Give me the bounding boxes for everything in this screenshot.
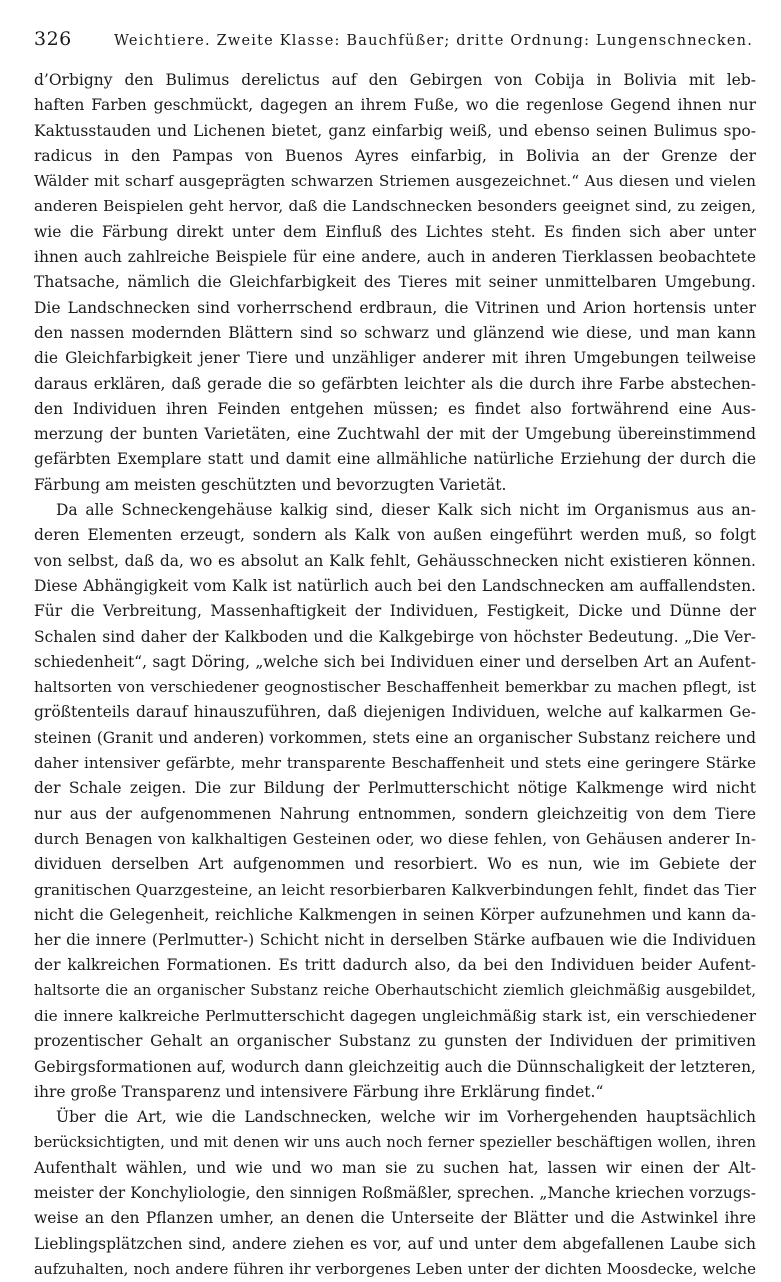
- text-line: prozentischer Gehalt an organischer Substanz zu gunsten der Individuen der primitiven: [34, 1032, 756, 1051]
- text-line: haften Farben geschmückt, dagegen an ihrem Fuße, wo die regenlose Gegend ihnen nur: [34, 96, 756, 115]
- text-line: weise an den Pflanzen umher, an denen die Unterseite der Blätter und die Astwinkel ihre: [34, 1209, 756, 1228]
- text-line: daher intensiver gefärbte, mehr transparente Beschaffenheit und stets eine geringere Stärke: [34, 754, 756, 773]
- text-line: Schalen sind daher der Kalkboden und die Kalkgebirge von höchster Bedeutung. „Die Ver-: [34, 627, 756, 646]
- text-line: schiedenheit“, sagt Döring, „welche sich bei Individuen einer und derselben Art an Aufent-: [34, 652, 756, 671]
- text-line: aufzuhalten, noch andere führen ihr verborgenes Leben unter der dichten Moosdecke, welche: [34, 1259, 756, 1278]
- text-line: her die innere (Perlmutter-) Schicht nicht in derselben Stärke aufbauen wie die Individuen: [34, 931, 756, 950]
- text-line: der Schale zeigen. Die zur Bildung der Perlmutterschicht nötige Kalkmenge wird nicht: [34, 779, 756, 798]
- text-line: granitischen Quarzgesteine, an leicht resorbierbaren Kalkverbindungen fehlt, findet das Tier: [34, 880, 756, 899]
- running-head: Weichtiere. Zweite Klasse: Bauchfüßer; dritte Ordnung: Lungenschnecken.: [114, 33, 754, 49]
- text-line: ihre große Transparenz und intensivere Färbung ihre Erklärung findet.“: [34, 1082, 604, 1101]
- text-line: anderen Beispielen geht hervor, daß die Landschnecken besonders geeignet sind, zu zeigen,: [34, 197, 756, 216]
- text-line: die innere kalkreiche Perlmutterschicht dagegen ungleichmäßig stark ist, ein verschiedener: [34, 1006, 756, 1025]
- text-line: gefärbten Exemplare statt und damit eine allmähliche natürliche Erziehung der durch die: [34, 450, 756, 469]
- text-line: haltsorten von verschiedener geognostischer Beschaffenheit bemerkbar zu machen pflegt, ist: [34, 678, 756, 697]
- page-number: 326: [34, 28, 72, 50]
- text-line: die Gleichfarbigkeit jener Tiere und unzähliger anderer mit ihren Umgebungen teilweise: [34, 349, 756, 368]
- book-page: [34, 28, 756, 1282]
- text-line: d’Orbigny den Bulimus derelictus auf den Gebirgen von Cobija in Bolivia mit leb-: [34, 71, 756, 89]
- text-line: nur aus der aufgenommenen Nahrung entnommen, sondern gleichzeitig von dem Tiere: [34, 804, 756, 823]
- text-line: deren Elementen erzeugt, sondern als Kalk von außen eingeführt werden muß, so folgt: [34, 526, 756, 545]
- text-line: daraus erklären, daß gerade die so gefärbten leichter als die durch ihre Farbe abstechen-: [34, 374, 756, 393]
- text-line: größtenteils darauf hinauszuführen, daß diejenigen Individuen, welche auf kalkarmen Ge-: [34, 703, 756, 722]
- text-line: nicht die Gelegenheit, reichliche Kalkmengen in seinen Körper aufzunehmen und kann da-: [34, 905, 756, 924]
- text-line: radicus in den Pampas von Buenos Ayres einfarbig, in Bolivia an der Grenze der: [34, 146, 756, 165]
- text-line: Über die Art, wie die Landschnecken, welche wir im Vorhergehenden hauptsächlich: [56, 1108, 756, 1127]
- text-line: Kaktusstauden und Lichenen bietet, ganz einfarbig weiß, und ebenso seinen Bulimus spo-: [34, 121, 756, 140]
- text-line: dividuen derselben Art aufgenommen und resorbiert. Wo es nun, wie im Gebiete der: [34, 855, 756, 874]
- text-line: meister der Konchyliologie, den sinnigen Roßmäßler, sprechen. „Manche kriechen vorzugs-: [34, 1184, 756, 1203]
- text-line: Für die Verbreitung, Massenhaftigkeit der Individuen, Festigkeit, Dicke und Dünne der: [34, 602, 756, 621]
- text-line: steinen (Granit und anderen) vorkommen, stets eine an organischer Substanz reichere und: [34, 728, 756, 747]
- text-line: von selbst, daß da, wo es absolut an Kalk fehlt, Gehäusschnecken nicht existieren können.: [34, 551, 756, 570]
- body-text: [34, 68, 756, 1282]
- text-line: haltsorte die an organischer Substanz reiche Oberhautschicht ziemlich gleichmäßig ausgebildet,: [34, 982, 756, 999]
- text-line: Da alle Schneckengehäuse kalkig sind, dieser Kalk sich nicht im Organismus aus an-: [56, 501, 756, 520]
- text-line: durch Benagen von kalkhaltigen Gesteinen oder, wo diese fehlen, von Gehäusen anderer In-: [34, 829, 756, 848]
- text-line: Thatsache, nämlich die Gleichfarbigkeit des Tieres mit seiner unmittelbaren Umgebung.: [34, 273, 756, 292]
- text-line: Aufenthalt wählen, und wie und wo man sie zu suchen hat, lassen wir einen der Alt-: [34, 1158, 756, 1177]
- page-header: [34, 28, 756, 58]
- text-line: Lieblingsplätzchen sind, andere ziehen es vor, auf und unter dem abgefallenen Laube sich: [34, 1234, 756, 1253]
- text-line: merzung der bunten Varietäten, eine Zuchtwahl der mit der Umgebung übereinstimmend: [34, 425, 756, 444]
- text-line: Diese Abhängigkeit vom Kalk ist natürlich auch bei den Landschnecken am auffallendsten.: [34, 576, 756, 595]
- text-line: Die Landschnecken sind vorherrschend erdbraun, die Vitrinen und Arion hortensis unter: [34, 298, 756, 317]
- text-line: den Individuen ihren Feinden entgehen müssen; es findet also fortwährend eine Aus-: [34, 399, 756, 418]
- text-line: wie die Färbung direkt unter dem Einfluß des Lichtes steht. Es finden sich aber unter: [34, 222, 756, 241]
- text-line: Gebirgsformationen auf, wodurch dann gleichzeitig auch die Dünnschaligkeit der letzteren,: [34, 1057, 756, 1076]
- text-line: den nassen modernden Blättern sind so schwarz und glänzend wie diese, und man kann: [34, 323, 756, 342]
- text-line: Wälder mit scharf ausgeprägten schwarzen Striemen ausgezeichnet.“ Aus diesen und vielen: [34, 172, 756, 191]
- text-line: der kalkreichen Formationen. Es tritt dadurch also, da bei den Individuen beider Aufent-: [34, 956, 756, 975]
- text-line: ihnen auch zahlreiche Beispiele für eine andere, auch in anderen Tierklassen beobachtete: [34, 248, 756, 267]
- text-line: Färbung am meisten geschützten und bevorzugten Varietät.: [34, 475, 507, 494]
- text-line: berücksichtigten, und mit denen wir uns auch noch ferner spezieller beschäftigen wollen, ihren: [34, 1134, 756, 1152]
